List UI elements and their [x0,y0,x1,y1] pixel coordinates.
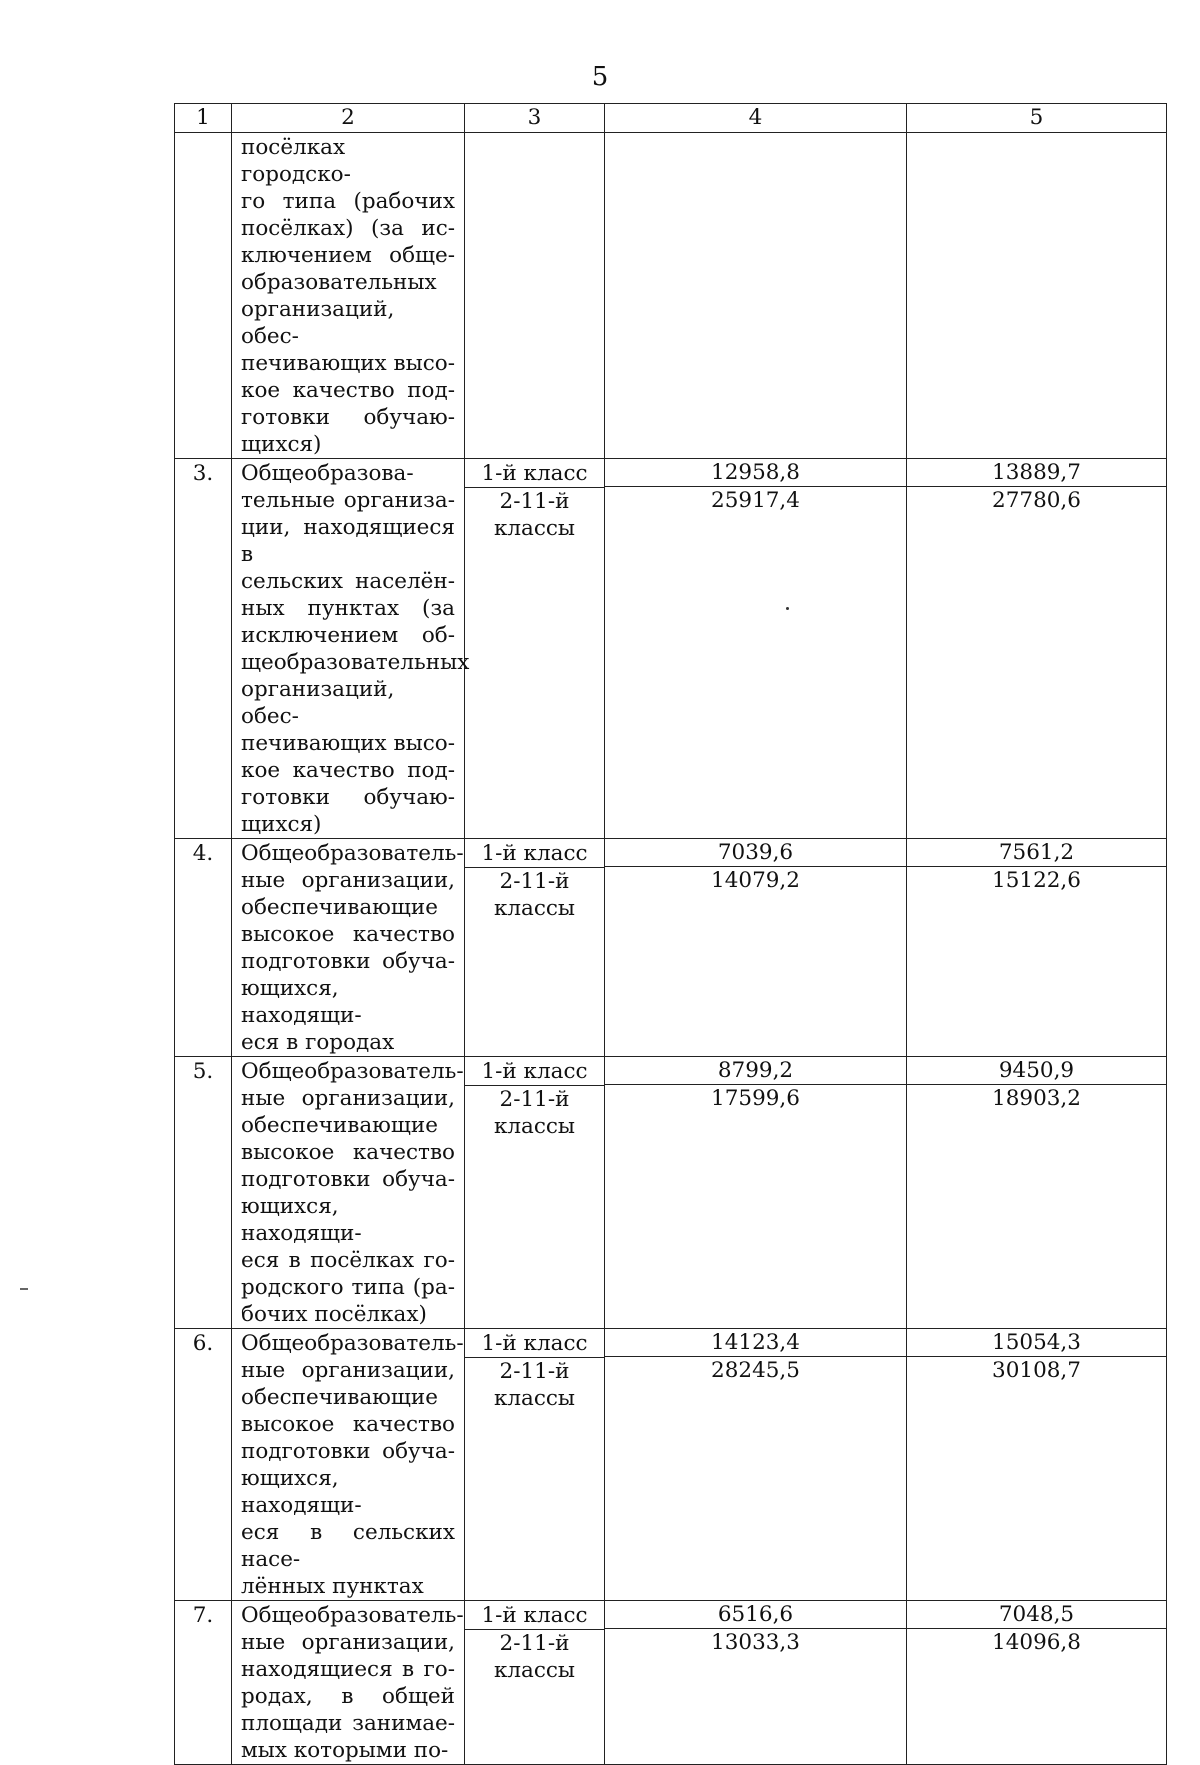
description-line: обеспечивающие [241,1113,438,1138]
description-line: ные организации, [241,1630,455,1655]
table-row [175,1057,1167,1329]
header-col-4: 4 [605,104,907,133]
class-cell-first-class: 1-й класс [465,1602,604,1630]
description-line: высокое качество [241,922,455,947]
table-row [175,1329,1167,1601]
class-cell-other-classes: 2-11-й классы [493,489,576,541]
description-line: щихся) [241,812,322,837]
class-cell [465,1601,605,1765]
description-line: посёлках городско- [241,135,351,187]
value-col-5 [907,1057,1167,1329]
class-cell-first-class: 1-й класс [465,1058,604,1086]
description-line: бочих посёлках) [241,1302,427,1327]
description-line: подготовки обуча- [241,1167,455,1192]
header-col-1: 1 [175,104,232,133]
description-line: организаций, обес- [241,677,395,729]
value-col-5 [907,839,1167,1057]
class-cell-other-classes: 2-11-й классы [493,1087,576,1139]
description-line: ющихся, находящи- [241,1466,362,1518]
class-cell-first-class: 1-й класс [465,460,604,488]
description-line: еся в городах [241,1030,395,1055]
description-line: Общеобразователь- [241,1059,464,1084]
row-description [232,1601,465,1765]
description-line: ющихся, находящи- [241,1194,362,1246]
row-description [232,1329,465,1601]
description-line: ных пунктах (за [241,596,455,621]
description-line: исключением об- [241,623,455,648]
row-number [175,133,232,459]
description-line: ции, находящиеся в [241,515,455,567]
description-line: Общеобразователь- [241,841,464,866]
table-row [175,1601,1167,1765]
description-line: обеспечивающие [241,1385,438,1410]
description-line: ные организации, [241,1358,455,1383]
description-line: образовательных [241,270,437,295]
value-col-5-first-class: 9450,9 [907,1057,1166,1085]
description-line: сельских населён- [241,569,455,594]
value-col-5-first-class: 13889,7 [907,459,1166,487]
table-row [175,839,1167,1057]
value-col-5-other-classes: 30108,7 [992,1358,1081,1383]
description-line: обеспечивающие [241,895,438,920]
value-col-4 [605,1329,907,1601]
description-line: печивающих высо- [241,351,455,376]
description-line: организаций, обес- [241,297,395,349]
value-col-4-other-classes: 25917,4 [711,488,800,513]
description-line: щеобразовательных [241,650,470,675]
description-line: Общеобразователь- [241,1603,464,1628]
value-col-5-first-class: 7048,5 [907,1601,1166,1629]
description-line: высокое качество [241,1140,455,1165]
description-line: готовки обучаю- [241,785,455,810]
value-col-5 [907,1329,1167,1601]
class-cell-first-class: 1-й класс [465,1330,604,1358]
description-line: кое качество под- [241,758,455,783]
description-line: ные организации, [241,1086,455,1111]
value-col-4 [605,133,907,459]
row-number: 4. [175,839,232,1057]
value-col-4 [605,839,907,1057]
description-line: кое качество под- [241,378,455,403]
value-col-4-other-classes: 13033,3 [711,1630,800,1655]
value-col-4 [605,459,907,839]
description-line: родского типа (ра- [241,1275,455,1300]
value-col-4-first-class: 8799,2 [605,1057,906,1085]
row-description [232,459,470,839]
description-line: ющихся, находящи- [241,976,362,1028]
table-header-row [175,104,1167,133]
value-col-4 [605,1057,907,1329]
value-col-5 [907,1601,1167,1765]
scan-dot-mark [786,607,789,610]
row-number: 7. [175,1601,232,1765]
header-col-2: 2 [232,104,465,133]
value-col-5-first-class: 15054,3 [907,1329,1166,1357]
allocation-table [174,103,1167,1765]
description-line: тельные организа- [241,488,455,513]
value-col-4-first-class: 12958,8 [605,459,906,487]
class-cell-other-classes: 2-11-й классы [493,869,576,921]
scan-dash-mark [20,1288,28,1290]
description-line: еся в сельских насе- [241,1520,455,1572]
description-line: ключением обще- [241,243,455,268]
table-row [175,133,1167,459]
value-col-5 [907,133,1167,459]
value-col-5-other-classes: 14096,8 [992,1630,1081,1655]
value-col-5-other-classes: 18903,2 [992,1086,1081,1111]
description-line: подготовки обуча- [241,949,455,974]
value-col-4 [605,1601,907,1765]
value-col-4-first-class: 6516,6 [605,1601,906,1629]
table-body [175,133,1167,1765]
description-line: мых которыми по- [241,1738,449,1763]
description-line: подготовки обуча- [241,1439,455,1464]
class-cell [465,839,605,1057]
value-col-4-other-classes: 28245,5 [711,1358,800,1383]
row-description [232,1057,465,1329]
value-col-4-other-classes: 17599,6 [711,1086,800,1111]
description-line: находящиеся в го- [241,1657,455,1682]
description-line: высокое качество [241,1412,455,1437]
row-description [232,133,465,459]
class-cell [465,1329,605,1601]
value-col-5-other-classes: 15122,6 [992,868,1081,893]
class-cell-other-classes: 2-11-й классы [493,1631,576,1683]
description-line: печивающих высо- [241,731,455,756]
description-line: ные организации, [241,868,455,893]
page-number: 5 [591,62,609,92]
description-line: еся в посёлках го- [241,1248,455,1273]
description-line: го типа (рабочих [241,189,455,214]
row-number: 3. [175,459,232,839]
description-line: готовки обучаю- [241,405,455,430]
value-col-4-first-class: 7039,6 [605,839,906,867]
description-line: щихся) [241,432,322,457]
description-line: Общеобразователь- [241,1331,464,1356]
row-number: 5. [175,1057,232,1329]
class-cell [465,459,605,839]
header-col-5: 5 [907,104,1167,133]
description-line: Общеобразова- [241,461,414,486]
description-line: лённых пунктах [241,1574,424,1599]
class-cell [465,133,605,459]
value-col-5-other-classes: 27780,6 [992,488,1081,513]
value-col-5-first-class: 7561,2 [907,839,1166,867]
value-col-4-first-class: 14123,4 [605,1329,906,1357]
class-cell [465,1057,605,1329]
description-line: родах, в общей [241,1684,455,1709]
row-description [232,839,465,1057]
row-number: 6. [175,1329,232,1601]
description-line: посёлках) (за ис- [241,216,455,241]
header-col-3: 3 [465,104,605,133]
class-cell-other-classes: 2-11-й классы [493,1359,576,1411]
value-col-4-other-classes: 14079,2 [711,868,800,893]
description-line: площади занимае- [241,1711,455,1736]
class-cell-first-class: 1-й класс [465,840,604,868]
value-col-5 [907,459,1167,839]
table-row [175,459,1167,839]
